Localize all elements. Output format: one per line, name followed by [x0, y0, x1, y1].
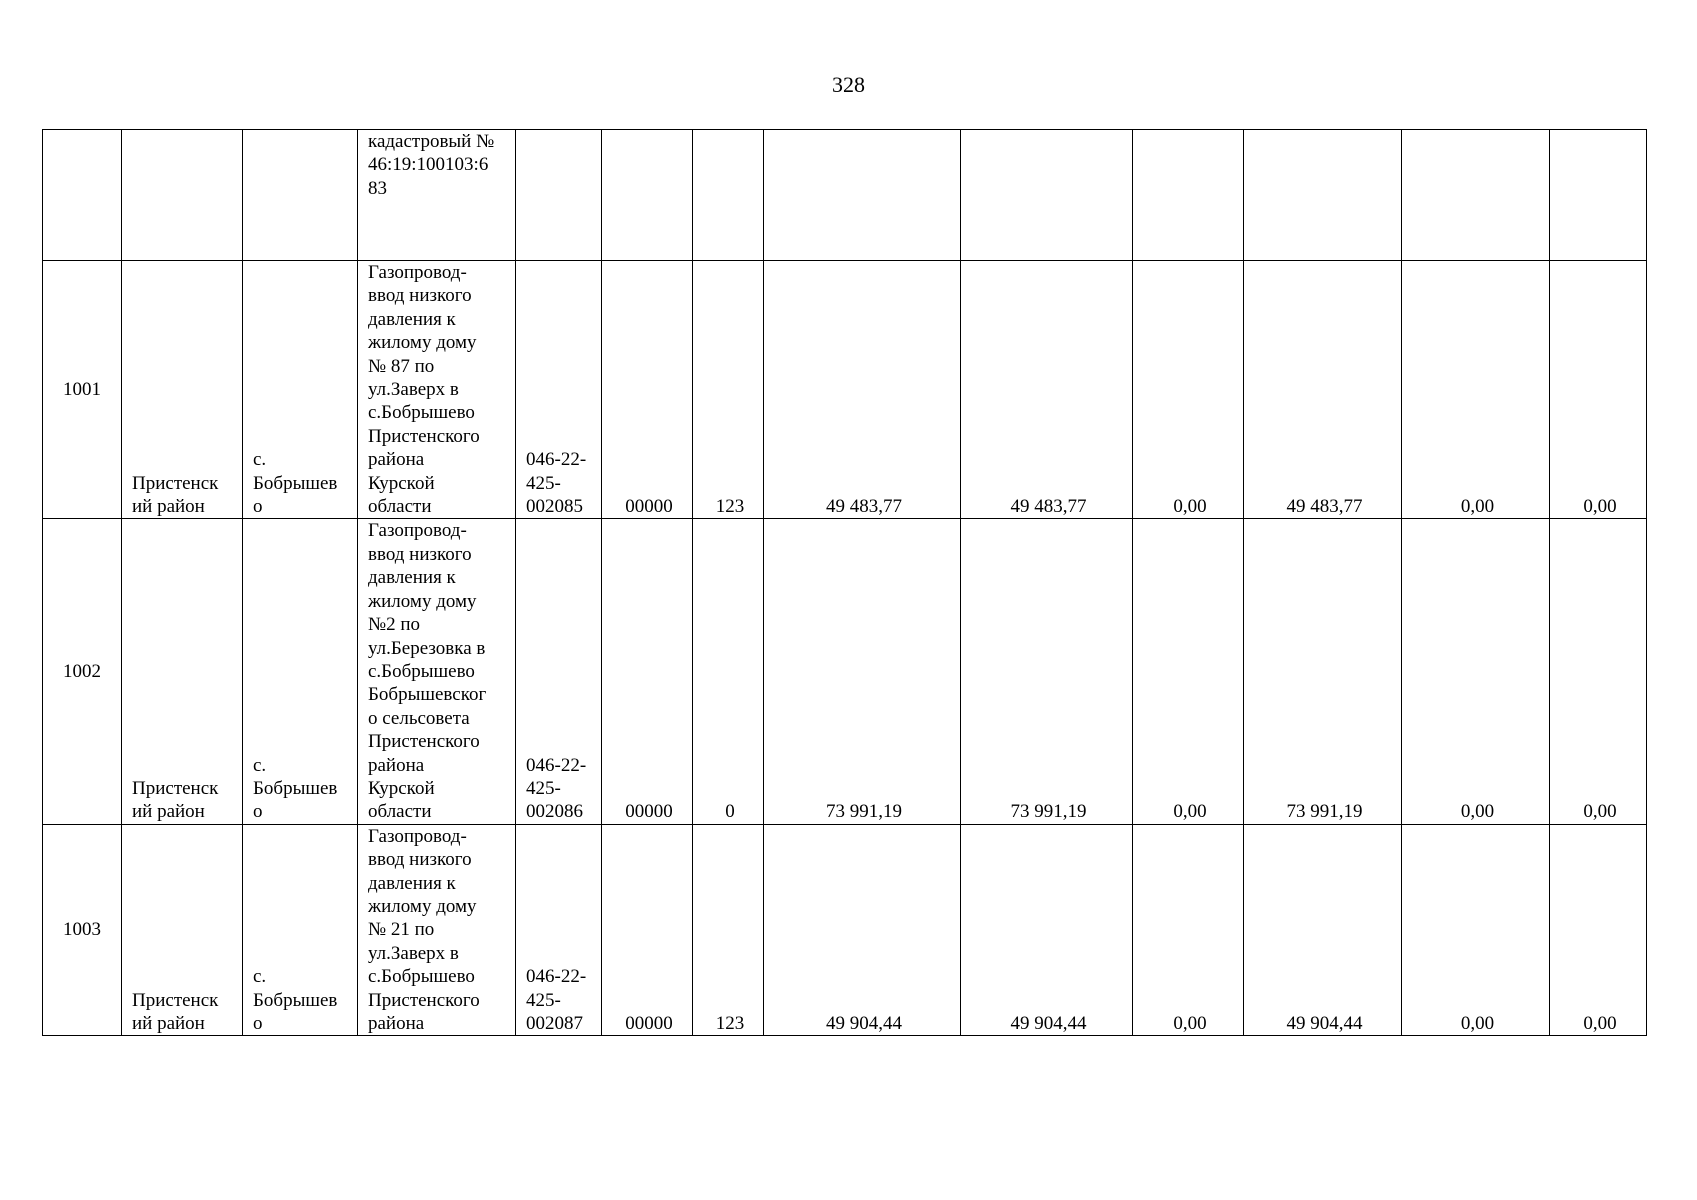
value-cell-6: 0,00: [1550, 824, 1647, 1036]
register-table: [42, 129, 1647, 1036]
code-cell: 00000: [602, 519, 693, 824]
description-cell: Газопровод- ввод низкого давления к жилому дому № 21 по ул.Заверх в с.Бобрышево Пристенского района: [358, 824, 516, 1036]
value-cell-6: 0,00: [1550, 261, 1647, 519]
description-cell: Газопровод- ввод низкого давления к жилому дому №2 по ул.Березовка в с.Бобрышево Бобрышевског о сельсовета Пристенского района Курской области: [358, 519, 516, 824]
value-cell-4: [1244, 130, 1402, 261]
value-cell-2: 73 991,19: [961, 519, 1133, 824]
locality-cell: с. Бобрышев о: [243, 824, 358, 1036]
row-number-cell: 1001: [43, 261, 122, 519]
value-cell-4: 49 904,44: [1244, 824, 1402, 1036]
value-cell-1: 49 483,77: [764, 261, 961, 519]
value-cell-6: [1550, 130, 1647, 261]
description-cell: Газопровод- ввод низкого давления к жилому дому № 87 по ул.Заверх в с.Бобрышево Пристенского района Курской области: [358, 261, 516, 519]
value-cell-3: 0,00: [1133, 261, 1244, 519]
inventory-number-cell: 046-22- 425- 002086: [516, 519, 602, 824]
table-row: [43, 261, 1647, 519]
value-cell-5: 0,00: [1402, 824, 1550, 1036]
value-cell-2: [961, 130, 1133, 261]
value-cell-2: 49 904,44: [961, 824, 1133, 1036]
inventory-number-cell: [516, 130, 602, 261]
quantity-cell: 123: [693, 824, 764, 1036]
value-cell-5: 0,00: [1402, 261, 1550, 519]
district-cell: Пристенск ий район: [122, 261, 243, 519]
quantity-cell: [693, 130, 764, 261]
value-cell-5: [1402, 130, 1550, 261]
inventory-number-cell: 046-22- 425- 002085: [516, 261, 602, 519]
value-cell-1: [764, 130, 961, 261]
value-cell-1: 49 904,44: [764, 824, 961, 1036]
locality-cell: с. Бобрышев о: [243, 519, 358, 824]
row-number-cell: 1002: [43, 519, 122, 824]
district-cell: [122, 130, 243, 261]
district-cell: Пристенск ий район: [122, 519, 243, 824]
table-row: [43, 519, 1647, 824]
quantity-cell: 0: [693, 519, 764, 824]
description-cell: кадастровый № 46:19:100103:6 83: [358, 130, 516, 261]
value-cell-1: 73 991,19: [764, 519, 961, 824]
locality-cell: [243, 130, 358, 261]
value-cell-2: 49 483,77: [961, 261, 1133, 519]
value-cell-6: 0,00: [1550, 519, 1647, 824]
table-row: [43, 130, 1647, 261]
locality-cell: с. Бобрышев о: [243, 261, 358, 519]
page-number: 328: [832, 72, 865, 97]
row-number-cell: 1003: [43, 824, 122, 1036]
value-cell-3: 0,00: [1133, 824, 1244, 1036]
value-cell-4: 49 483,77: [1244, 261, 1402, 519]
quantity-cell: 123: [693, 261, 764, 519]
value-cell-4: 73 991,19: [1244, 519, 1402, 824]
code-cell: 00000: [602, 261, 693, 519]
table-row: [43, 824, 1647, 1036]
value-cell-3: [1133, 130, 1244, 261]
value-cell-3: 0,00: [1133, 519, 1244, 824]
row-number-cell: [43, 130, 122, 261]
inventory-number-cell: 046-22- 425- 002087: [516, 824, 602, 1036]
code-cell: [602, 130, 693, 261]
code-cell: 00000: [602, 824, 693, 1036]
district-cell: Пристенск ий район: [122, 824, 243, 1036]
value-cell-5: 0,00: [1402, 519, 1550, 824]
